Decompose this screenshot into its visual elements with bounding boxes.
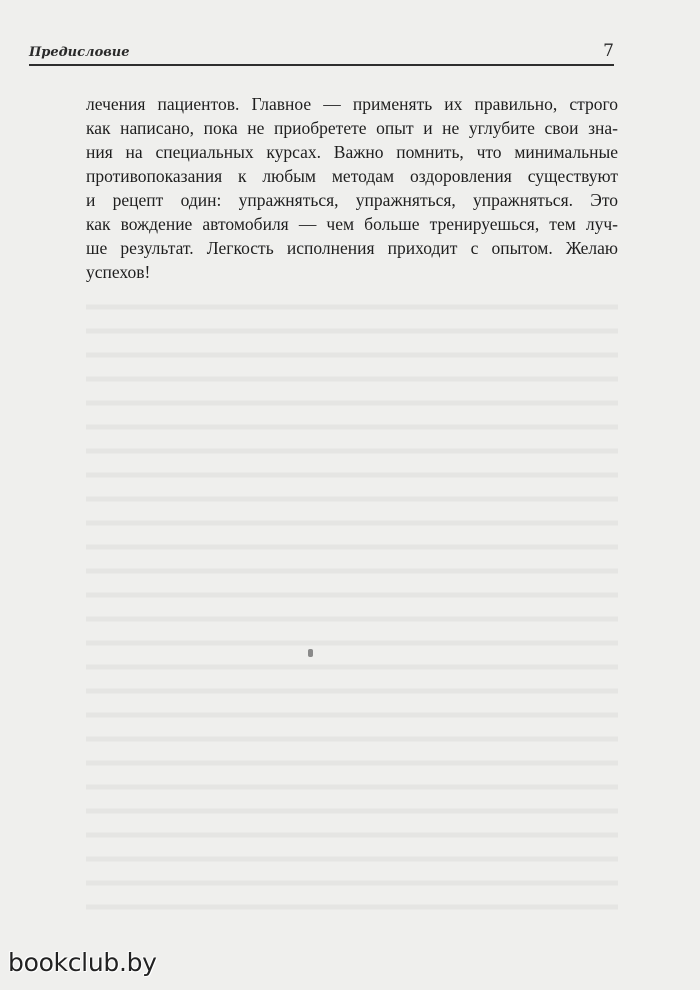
body-line: ния на специальных курсах. Важно помнить, что минимальные bbox=[86, 142, 618, 162]
body-line: успехов! bbox=[86, 262, 151, 282]
body-line: и рецепт один: упражняться, упражняться, упражняться. Это bbox=[86, 190, 618, 210]
running-head bbox=[29, 38, 614, 66]
reverse-side-bleed-through bbox=[86, 290, 618, 910]
body-line: ше результат. Легкость исполнения приходит с опытом. Желаю bbox=[86, 238, 618, 258]
body-line: как вождение автомобиля — чем больше тренируешься, тем луч- bbox=[86, 214, 618, 234]
body-line: как написано, пока не приобретете опыт и не углубите свои зна- bbox=[86, 118, 618, 138]
watermark: bookclub.by bbox=[8, 948, 157, 977]
body-line: противопоказания к любым методам оздоровления существуют bbox=[86, 166, 618, 186]
page-number: 7 bbox=[603, 41, 614, 61]
section-title: Предисловие bbox=[29, 45, 130, 60]
body-line: лечения пациентов. Главное — применять их правильно, строго bbox=[86, 94, 618, 114]
body-paragraph bbox=[86, 92, 618, 284]
paper-speck bbox=[308, 649, 313, 657]
